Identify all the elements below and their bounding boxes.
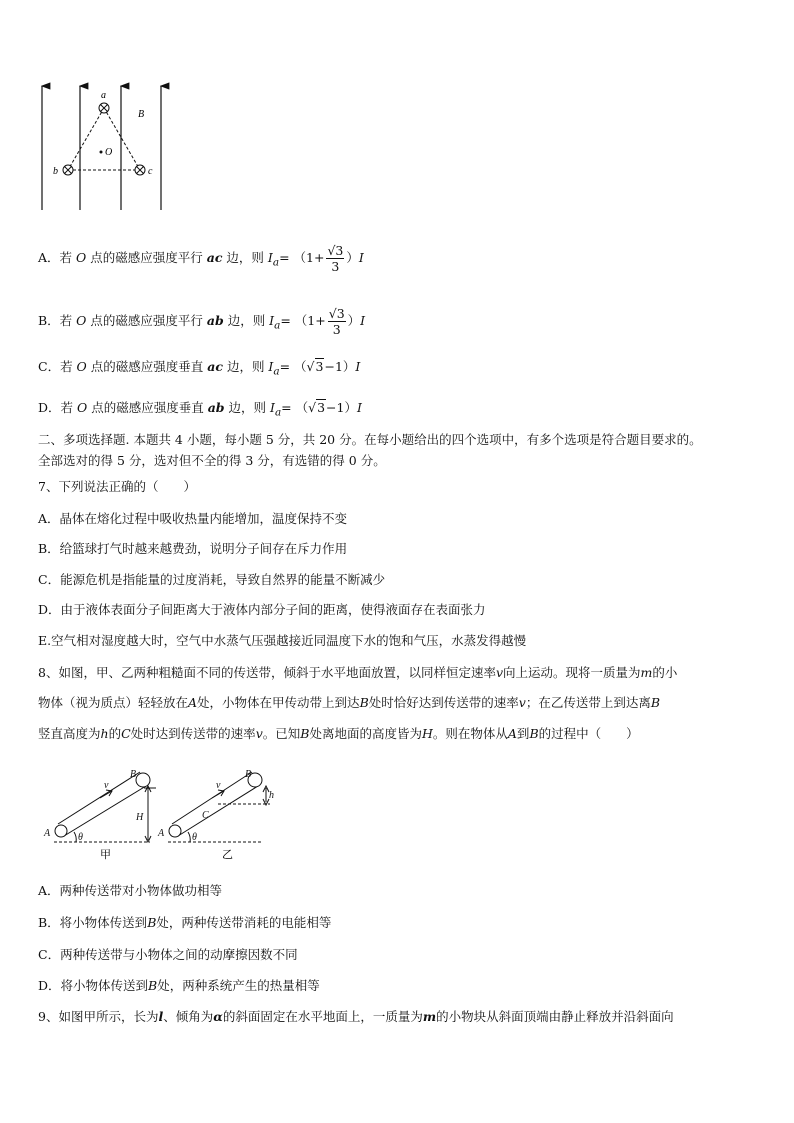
q7-option-d: D．由于液体表面分子间距离大于液体内部分子间的距离，使得液面存在表面张力 — [38, 602, 486, 617]
fig2-label-A2: A — [158, 828, 165, 839]
q8-option-c: C．两种传送带与小物体之间的动摩擦因数不同 — [38, 947, 298, 962]
q8-stem-line2: 物体（视为质点）轻轻放在A处，小物体在甲传动带上到达B处时恰好达到传送带的速率v；在乙传送带上到达离B — [38, 695, 661, 710]
fig2-label-C: C — [202, 810, 209, 821]
q8-stem-line1: 8、如图，甲、乙两种粗糙面不同的传送带，倾斜于水平地面放置，以同样恒定速率v向上运动。现将一质量为m的小 — [38, 665, 678, 680]
q7-option-c: C．能源危机是指能量的过度消耗，导致自然界的能量不断减少 — [38, 572, 386, 587]
label-o: O — [105, 147, 113, 158]
q7-stem: 7、下列说法正确的（ ） — [38, 479, 196, 494]
q9-stem: 9、如图甲所示，长为l、倾角为α的斜面固定在水平地面上，一质量为m的小物块从斜面顶端由静止释放并沿斜面向 — [38, 1009, 674, 1024]
label-c: c — [148, 166, 153, 177]
q8-option-d: D．将小物体传送到B处，两种系统产生的热量相等 — [38, 978, 320, 993]
fig2-label-h: h — [269, 790, 274, 801]
figure-wires-field — [28, 80, 178, 215]
fig2-label-B: B — [130, 769, 137, 780]
q8-option-b: B．将小物体传送到B处，两种传送带消耗的电能相等 — [38, 915, 332, 930]
q6-option-d: D．若 O 点的磁感应强度垂直 ab 边，则 $I_a= (√3-1)I$ — [38, 400, 362, 419]
label-field-B: B — [138, 109, 145, 120]
section-2-scoring: 全部选对的得 5 分，选对但不全的得 3 分，有选错的得 0 分。 — [38, 453, 386, 468]
q6-option-a: A．若 O 点的磁感应强度平行 ac 边，则 $I_a= (1+$ $\frac{√3}{3}$ ）I — [38, 243, 364, 274]
wire-b-icon — [63, 165, 73, 175]
caption-jia: 甲 — [100, 849, 111, 861]
q7-option-b: B．给篮球打气时越来越费劲，说明分子间存在斥力作用 — [38, 541, 348, 556]
fig2-label-v: v — [104, 780, 109, 791]
caption-yi: 乙 — [222, 849, 233, 861]
wire-a-icon — [99, 103, 109, 113]
q8-option-a: A．两种传送带对小物体做功相等 — [38, 883, 223, 898]
fig2-label-theta: θ — [78, 832, 83, 843]
label-a: a — [101, 90, 106, 101]
q8-stem-line3: 竖直高度为h的C处时达到传送带的速率v。已知B处离地面的高度皆为H。则在物体从A到B的过程中（ ） — [38, 726, 639, 741]
fig2-label-A: A — [44, 828, 51, 839]
q7-option-a: A．晶体在熔化过程中吸收热量内能增加，温度保持不变 — [38, 511, 348, 526]
fig2-label-H: H — [136, 812, 144, 823]
section-2-header: 二、多项选择题. 本题共 4 小题，每小题 5 分，共 20 分。在每小题给出的四个选项中，有多个选项是符合题目要求的。 — [38, 432, 702, 447]
fig2-label-v2: v — [216, 780, 221, 791]
fig2-label-B2: B — [245, 769, 252, 780]
q6-option-c: C．若 O 点的磁感应强度垂直 ac 边，则 $I_a= (√3-1)I$ — [38, 359, 361, 378]
q6-option-b: B．若 O 点的磁感应强度平行 ab 边，则 $I_a= (1+$ $\frac{√3}{3}$ ）I — [38, 306, 366, 337]
fig2-label-theta2: θ — [192, 832, 197, 843]
label-b: b — [53, 166, 58, 177]
q7-option-e: E.空气相对湿度越大时，空气中水蒸气压强越接近同温度下水的饱和气压，水蒸发得越慢 — [38, 633, 527, 648]
wire-c-icon — [135, 165, 145, 175]
figure-conveyor-belts — [40, 768, 280, 863]
